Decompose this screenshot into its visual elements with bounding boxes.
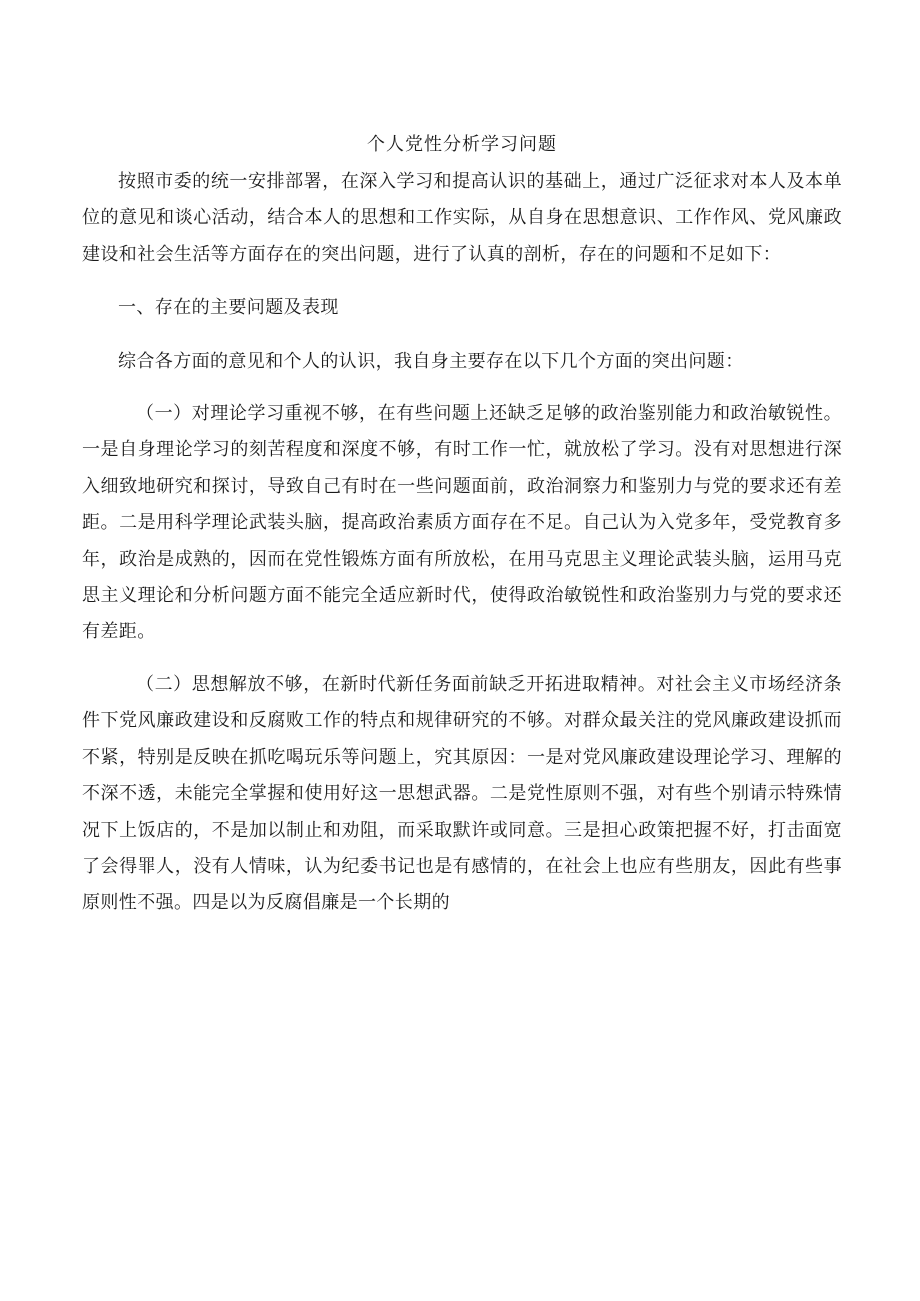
- problem-2-paragraph: （二）思想解放不够，在新时代新任务面前缺乏开拓进取精神。对社会主义市场经济条件下党风廉政建设和反腐败工作的特点和规律研究的不够。对群众最关注的党风廉政建设抓而不紧，特别是反映在抓吃喝玩乐等问题上，究其原因：一是对党风廉政建设理论学习、理解的不深不透，未能完全掌握和使用好这一思想武器。二是党性原则不强，对有些个别请示特殊情况下上饭店的，不是加以制止和劝阻，而采取默许或同意。三是担心政策把握不好，打击面宽了会得罪人，没有人情味，认为纪委书记也是有感情的，在社会上也应有些朋友，因此有些事原则性不强。四是以为反腐倡廉是一个长期的: [82, 673, 842, 914]
- summary-paragraph: 综合各方面的意见和个人的认识，我自身主要存在以下几个方面的突出问题：: [118, 350, 744, 372]
- intro-paragraph: 按照市委的统一安排部署，在深入学习和提高认识的基础上，通过广泛征求对本人及本单位的意见和谈心活动，结合本人的思想和工作实际，从自身在思想意识、工作作风、党风廉政建设和社会生活等方面存在的突出问题，进行了认真的剖析，存在的问题和不足如下：: [82, 171, 842, 265]
- section-heading: 一、存在的主要问题及表现: [118, 297, 339, 319]
- document-body: [82, 128, 842, 922]
- problem-1-paragraph: （一）对理论学习重视不够，在有些问题上还缺乏足够的政治鉴别能力和政治敏锐性。一是自身理论学习的刻苦程度和深度不够，有时工作一忙，就放松了学习。没有对思想进行深入细致地研究和探讨，导致自己有时在一些问题面前，政治洞察力和鉴别力与党的要求还有差距。二是用科学理论武装头脑，提高政治素质方面存在不足。自己认为入党多年，受党教育多年，政治是成熟的，因而在党性锻炼方面有所放松，在用马克思主义理论武装头脑，运用马克思主义理论和分析问题方面不能完全适应新时代，使得政治敏锐性和政治鉴别力与党的要求还有差距。: [82, 403, 842, 643]
- document-title: 个人党性分析学习问题: [367, 134, 557, 155]
